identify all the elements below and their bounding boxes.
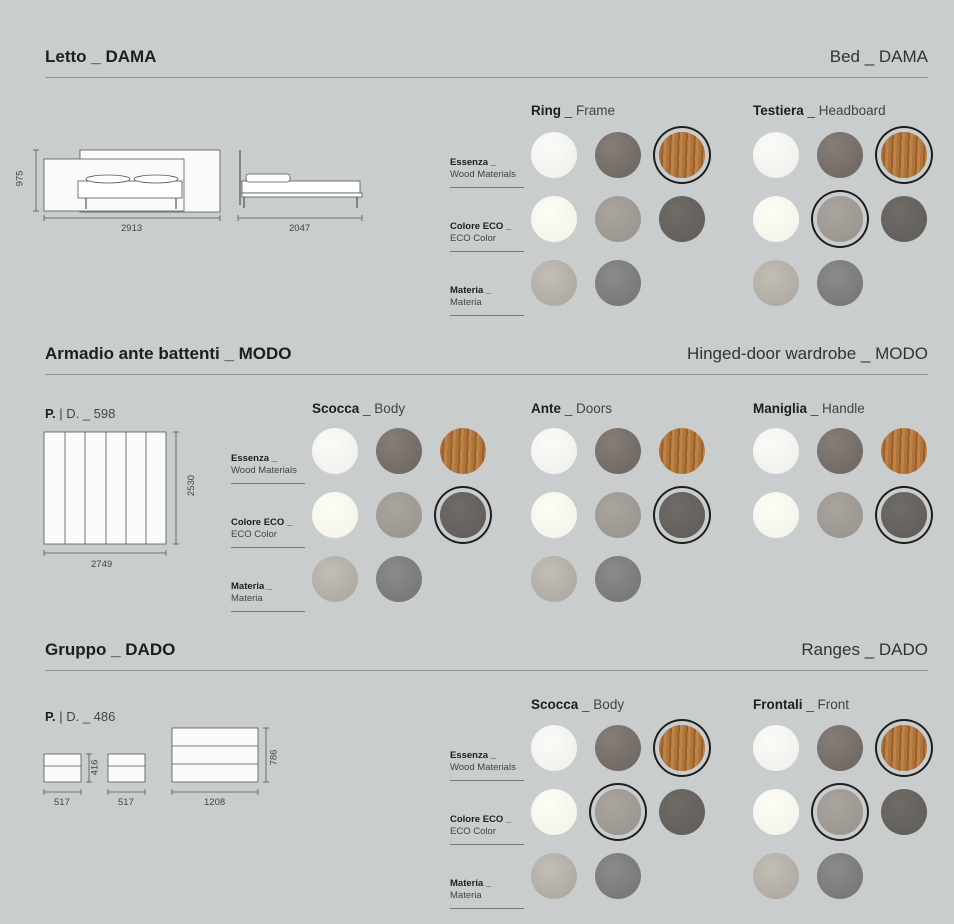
swatch-beige-grey[interactable] xyxy=(595,196,641,242)
swatch-stone[interactable] xyxy=(753,853,799,899)
swatch-beige-grey-selected[interactable] xyxy=(817,196,863,242)
section-title-dado-en: Ranges _ DADO xyxy=(801,640,928,659)
dado-h1-dim: 416 xyxy=(89,759,101,776)
bed-width-dim: 2913 xyxy=(121,223,143,234)
swatch-beige-grey[interactable] xyxy=(595,492,641,538)
dado-w2-dim: 517 xyxy=(118,797,134,808)
swatch-oak-selected[interactable] xyxy=(881,132,927,178)
group-head-ante: Ante _ Doors xyxy=(531,401,613,416)
wardrobe-drawing xyxy=(40,428,190,563)
swatch-cream[interactable] xyxy=(753,789,799,835)
swatch-oak[interactable] xyxy=(440,428,486,474)
group-head-ring: Ring _ Frame xyxy=(531,103,616,118)
swatch-white[interactable] xyxy=(753,725,799,771)
section-title-dama-en: Bed _ DAMA xyxy=(829,47,928,66)
row-label-materia: Materia _ Materia xyxy=(231,581,305,612)
swatch-beige-grey[interactable] xyxy=(376,492,422,538)
swatch-stone[interactable] xyxy=(531,853,577,899)
swatch-cream[interactable] xyxy=(753,196,799,242)
swatch-stone[interactable] xyxy=(531,556,577,602)
swatch-dark-grey[interactable] xyxy=(881,789,927,835)
swatch-slate[interactable] xyxy=(376,556,422,602)
row-label-essenza: Essenza _ Wood Materials xyxy=(450,750,524,781)
swatch-dark-grey-selected[interactable] xyxy=(881,492,927,538)
swatch-cream[interactable] xyxy=(312,492,358,538)
swatch-dark-grey[interactable] xyxy=(659,789,705,835)
section-title-modo-en: Hinged-door wardrobe _ MODO xyxy=(687,344,928,363)
swatch-oak-selected[interactable] xyxy=(659,725,705,771)
swatch-white[interactable] xyxy=(531,428,577,474)
group-head-maniglia: Maniglia _ Handle xyxy=(753,401,865,416)
bed-height-dim: 975 xyxy=(14,170,26,187)
swatch-beige-grey-selected[interactable] xyxy=(817,789,863,835)
row-label-essenza: Essenza _ Wood Materials xyxy=(450,157,524,188)
swatch-beige-grey[interactable] xyxy=(817,492,863,538)
dado-depth: P. | D. _ 486 xyxy=(45,709,116,724)
dado-w1-dim: 517 xyxy=(54,797,70,808)
swatch-white[interactable] xyxy=(531,725,577,771)
swatch-stone[interactable] xyxy=(312,556,358,602)
swatch-slate[interactable] xyxy=(817,853,863,899)
group-head-scocca: Scocca _ Body xyxy=(531,697,625,712)
swatch-dark-grey-selected[interactable] xyxy=(659,492,705,538)
swatch-stone[interactable] xyxy=(753,260,799,306)
row-label-essenza: Essenza _ Wood Materials xyxy=(231,453,305,484)
swatch-slate[interactable] xyxy=(595,556,641,602)
wardrobe-depth: P. | D. _ 598 xyxy=(45,406,116,421)
swatch-oak[interactable] xyxy=(881,428,927,474)
row-label-materia: Materia _ Materia xyxy=(450,285,524,316)
row-label-eco: Colore ECO _ ECO Color xyxy=(231,517,305,548)
swatch-brown-grey[interactable] xyxy=(595,132,641,178)
row-label-materia: Materia _ Materia xyxy=(450,878,524,909)
swatch-oak[interactable] xyxy=(659,428,705,474)
row-label-eco: Colore ECO _ ECO Color xyxy=(450,221,524,252)
swatch-oak-selected[interactable] xyxy=(881,725,927,771)
swatch-white[interactable] xyxy=(753,132,799,178)
swatch-oak-selected[interactable] xyxy=(659,132,705,178)
group-head-frontali: Frontali _ Front xyxy=(753,697,850,712)
row-label-eco: Colore ECO _ ECO Color xyxy=(450,814,524,845)
swatch-brown-grey[interactable] xyxy=(376,428,422,474)
dado-w3-dim: 1208 xyxy=(204,797,226,808)
section-title-dama: Letto _ DAMA xyxy=(45,47,157,66)
section-divider xyxy=(45,374,928,375)
wardrobe-height-dim: 2530 xyxy=(186,474,198,497)
swatch-brown-grey[interactable] xyxy=(817,132,863,178)
swatch-white[interactable] xyxy=(753,428,799,474)
swatch-cream[interactable] xyxy=(531,789,577,835)
swatch-brown-grey[interactable] xyxy=(595,725,641,771)
swatch-slate[interactable] xyxy=(595,260,641,306)
dado-h2-dim: 786 xyxy=(268,749,280,766)
section-title-dado: Gruppo _ DADO xyxy=(45,640,176,659)
swatch-brown-grey[interactable] xyxy=(817,428,863,474)
swatch-dark-grey[interactable] xyxy=(659,196,705,242)
swatch-slate[interactable] xyxy=(817,260,863,306)
group-head-scocca: Scocca _ Body xyxy=(312,401,406,416)
wardrobe-width-dim: 2749 xyxy=(91,559,113,570)
swatch-cream[interactable] xyxy=(531,196,577,242)
swatch-stone[interactable] xyxy=(531,260,577,306)
swatch-cream[interactable] xyxy=(531,492,577,538)
swatch-beige-grey-selected[interactable] xyxy=(595,789,641,835)
swatch-brown-grey[interactable] xyxy=(817,725,863,771)
section-divider xyxy=(45,77,928,78)
swatch-dark-grey[interactable] xyxy=(881,196,927,242)
swatch-slate[interactable] xyxy=(595,853,641,899)
swatch-cream[interactable] xyxy=(753,492,799,538)
swatch-dark-grey-selected[interactable] xyxy=(440,492,486,538)
section-title-modo: Armadio ante battenti _ MODO xyxy=(45,344,292,363)
group-head-testiera: Testiera _ Headboard xyxy=(753,103,886,118)
swatch-white[interactable] xyxy=(312,428,358,474)
bed-length-dim: 2047 xyxy=(289,223,311,234)
swatch-brown-grey[interactable] xyxy=(595,428,641,474)
swatch-white[interactable] xyxy=(531,132,577,178)
dado-drawing xyxy=(40,724,285,804)
section-divider xyxy=(45,670,928,671)
bed-front-drawing xyxy=(30,145,370,240)
